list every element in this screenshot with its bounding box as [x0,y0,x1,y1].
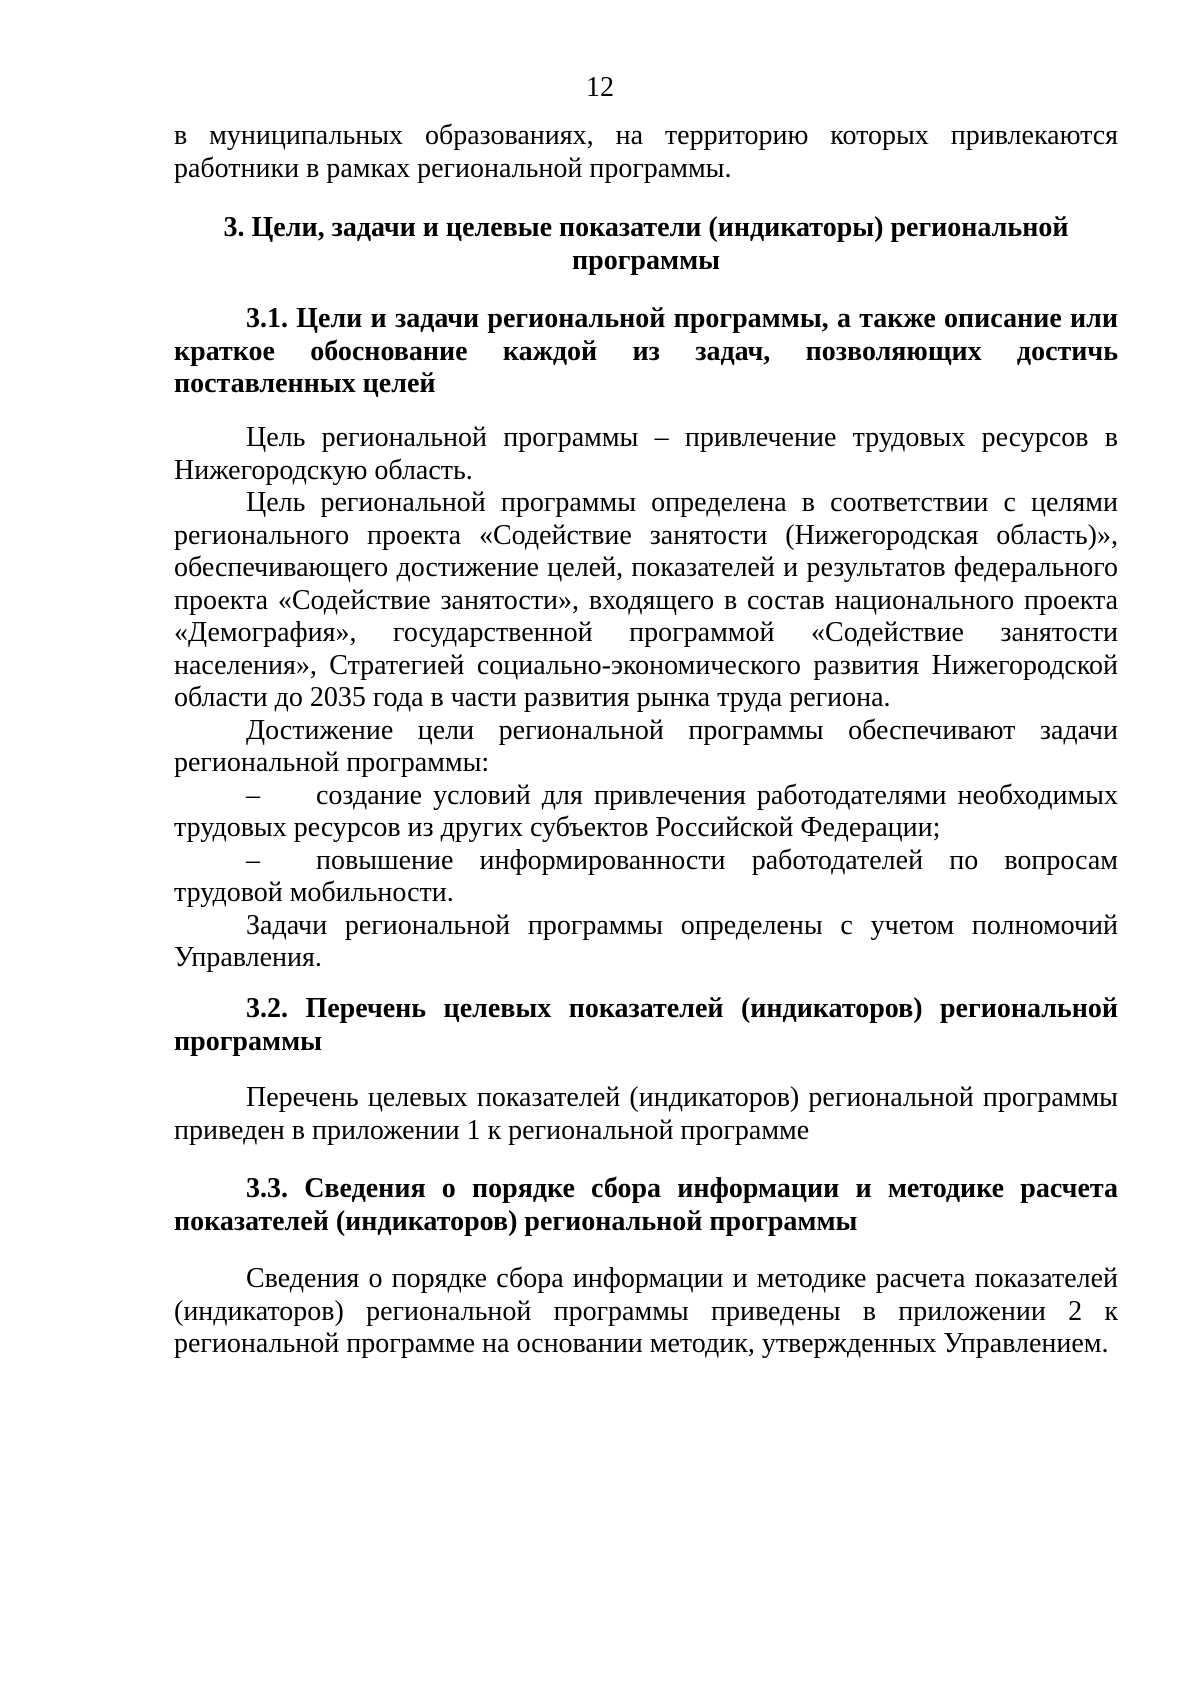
section-3-2 [174,993,1118,1058]
section-3-title-line1: 3. Цели, задачи и целевые показатели (индикаторы) региональной [223,212,1069,243]
section-3-1-body [174,422,1118,975]
section-3-3-paragraph: Сведения о порядке сбора информации и методике расчета показателей (индикаторов) региональной программы приведены в приложении 2 к региональной программе на основании методик, утвержденных Управлением. [174,1263,1118,1359]
dash-marker: – [246,844,260,876]
dash-marker: – [246,779,260,811]
section-3-2-paragraph: Перечень целевых показателей (индикаторов) региональной программы приведен в приложении 1 к региональной программе [174,1082,1118,1146]
section-3-3 [174,1173,1118,1238]
intro-paragraph: в муниципальных образованиях, на территорию которых привлекаются работники в рамках региональной программы. [174,120,1118,184]
section-3-heading [174,212,1118,277]
page-number: 12 [586,72,614,103]
tasks-closing-paragraph: Задачи региональной программы определены с учетом полномочий Управления. [174,909,1118,973]
section-3-1 [174,303,1118,401]
section-3-3-body [174,1263,1118,1361]
section-3-3-title: 3.3. Сведения о порядке сбора информации и методике расчета показателей (индикаторов) региональной программы [174,1173,1118,1237]
intro-block [174,120,1118,185]
goal-definition-paragraph: Цель региональной программы определена в соответствии с целями регионального проекта «Содействие занятости (Нижегородская область)», обеспечивающего достижение целей, показателей и результатов федерального проекта «Содействие занятости», входящего в состав национального проекта «Демография», государственной программой «Содействие занятости населения», Стратегией социально-экономического развития Нижегородской области до 2035 года в части развития рынка труда региона. [174,487,1118,713]
goal-paragraph: Цель региональной программы – привлечение трудовых ресурсов в Нижегородскую область. [174,422,1118,486]
section-3-2-body [174,1082,1118,1147]
task-text: создание условий для привлечения работодателями необходимых трудовых ресурсов из других субъектов Российской Федерации; [174,779,1118,843]
section-3-title-line2: программы [572,244,720,276]
task-list-item [174,845,1118,910]
section-3-2-title: 3.2. Перечень целевых показателей (индикаторов) региональной программы [174,993,1118,1057]
task-list-item [174,780,1118,845]
section-3-1-title: 3.1. Цели и задачи региональной программы, а также описание или краткое обоснование каждой из задач, позволяющих достичь поставленных целей [174,303,1118,399]
tasks-intro-paragraph: Достижение цели региональной программы обеспечивают задачи региональной программы: [174,714,1118,778]
task-text: повышение информированности работодателей по вопросам трудовой мобильности. [174,844,1118,908]
